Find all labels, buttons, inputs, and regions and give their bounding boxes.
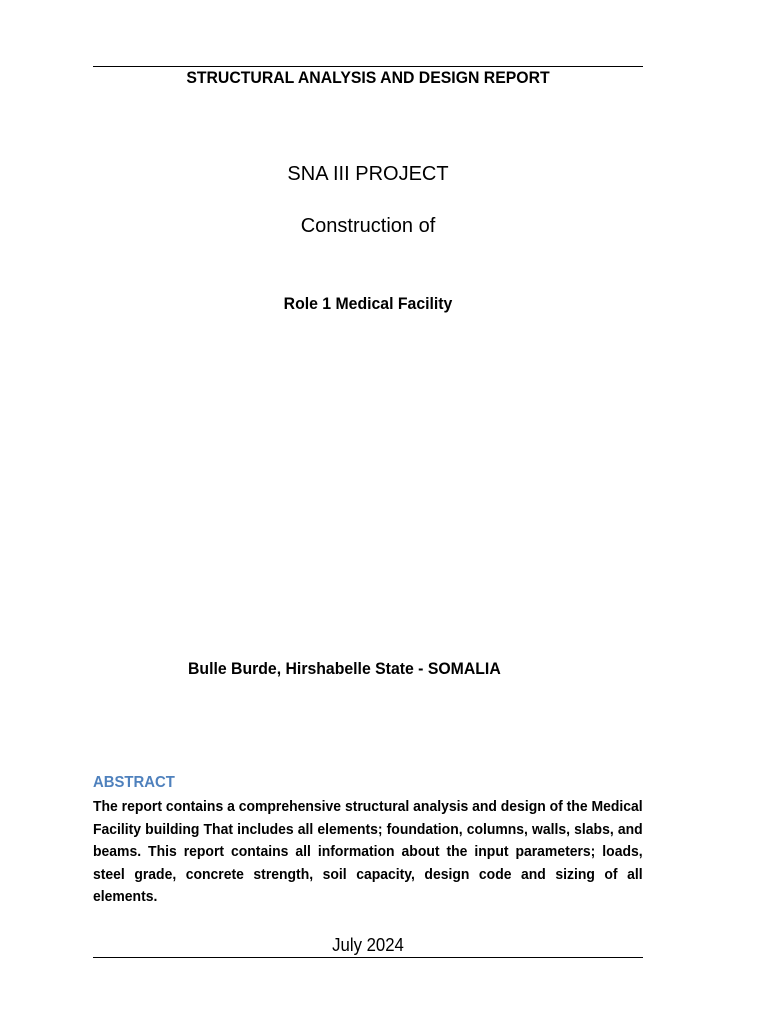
- project-name: SNA III PROJECT: [287, 163, 449, 185]
- facility-name: Role 1 Medical Facility: [283, 294, 453, 313]
- project-location: Bulle Burde, Hirshabelle State - SOMALIA: [188, 659, 501, 678]
- abstract-heading: ABSTRACT: [93, 774, 175, 791]
- bottom-rule: [93, 957, 643, 958]
- report-date: July 2024: [332, 935, 404, 955]
- construction-label: Construction of: [300, 215, 436, 237]
- report-title: STRUCTURAL ANALYSIS AND DESIGN REPORT: [186, 68, 550, 87]
- abstract-body: [93, 796, 643, 909]
- abstract-text: The report contains a comprehensive structural analysis and design of the Medical Facility building That includes all elements; foundation, columns, walls, slabs, and beams. This report contains all information about the input parameters; loads, steel grade, concrete strength, soil capacity, design code and sizing of all elements.: [93, 798, 643, 906]
